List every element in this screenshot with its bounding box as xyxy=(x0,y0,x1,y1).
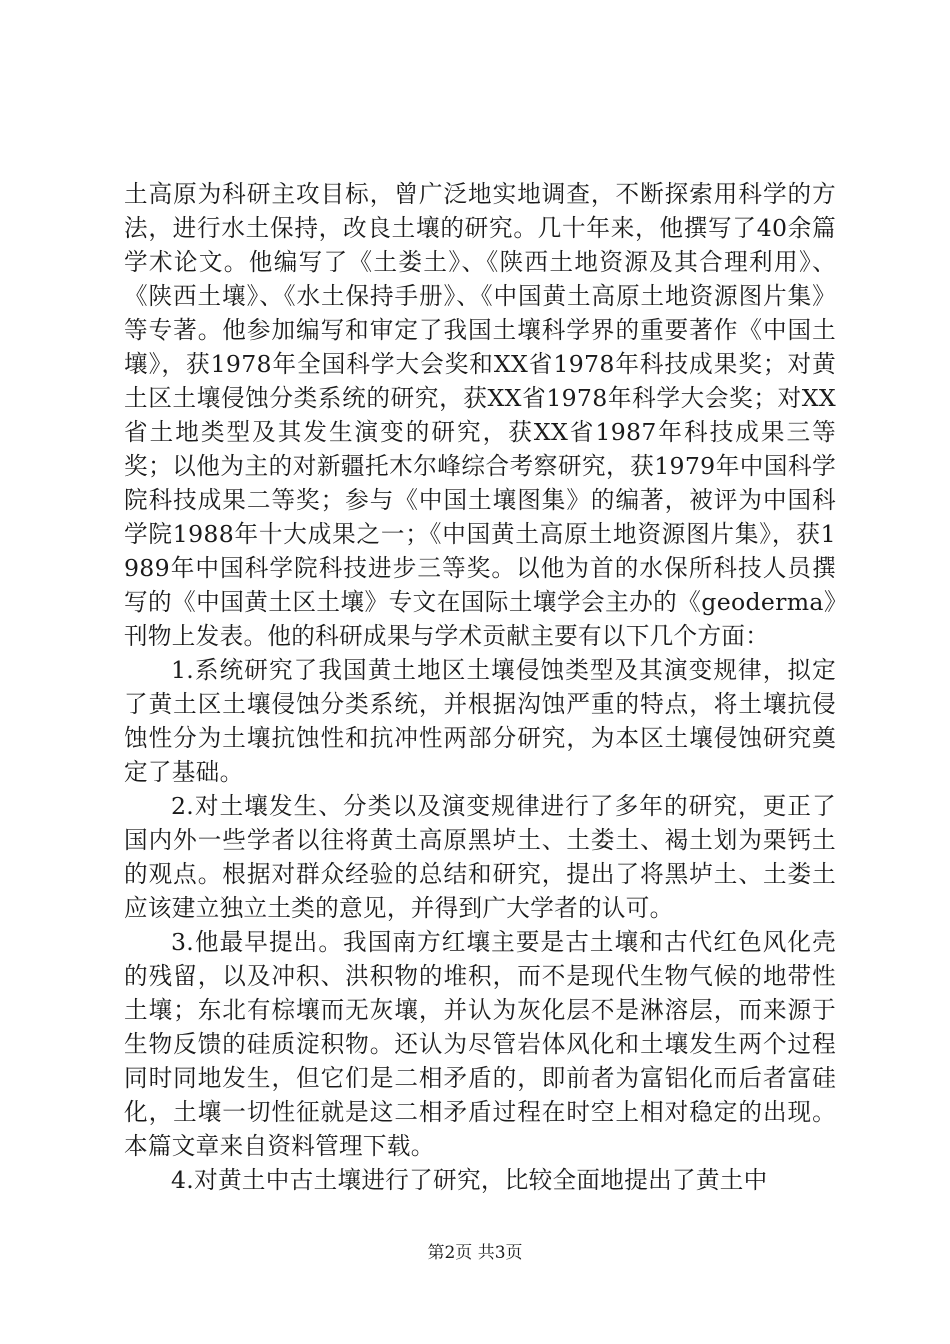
paragraph-point-2: 2.对土壤发生、分类以及演变规律进行了多年的研究，更正了国内外一些学者以往将黄土高原黑垆土、土娄土、褐土划为栗钙土的观点。根据对群众经验的总结和研究，提出了将黑垆土、土娄土应该建立独立土类的意见，并得到广大学者的认可。 xyxy=(124,792,836,922)
paragraph-point-4: 4.对黄土中古土壤进行了研究，比较全面地提出了黄土中 xyxy=(171,1166,768,1194)
paragraph-point-1: 1.系统研究了我国黄土地区土壤侵蚀类型及其演变规律，拟定了黄土区土壤侵蚀分类系统，并根据沟蚀严重的特点，将土壤抗侵蚀性分为土壤抗蚀性和抗冲性两部分研究，为本区土壤侵蚀研究奠定了基础。 xyxy=(124,656,836,786)
article-body xyxy=(124,177,836,1197)
paragraph-intro: 土高原为科研主攻目标，曾广泛地实地调查，不断探索用科学的方法，进行水土保持，改良土壤的研究。几十年来，他撰写了40余篇学术论文。他编写了《土娄土》、《陕西土地资源及其合理利用》、《陕西土壤》、《水土保持手册》、《中国黄土高原土地资源图片集》等专著。他参加编写和审定了我国土壤科学界的重要著作《中国土壤》，获1978年全国科学大会奖和XX省1978年科技成果奖；对黄土区土壤侵蚀分类系统的研究，获XX省1978年科学大会奖；对XX省土地类型及其发生演变的研究，获XX省1987年科技成果三等奖；以他为主的对新疆托木尔峰综合考察研究，获1979年中国科学院科技成果二等奖；参与《中国土壤图集》的编著，被评为中国科学院1988年十大成果之一；《中国黄土高原土地资源图片集》，获1989年中国科学院科技进步三等奖。以他为首的水保所科技人员撰写的《中国黄土区土壤》专文在国际土壤学会主办的《geoderma》刊物上发表。他的科研成果与学术贡献主要有以下几个方面： xyxy=(124,180,836,650)
paragraph-point-3: 3.他最早提出。我国南方红壤主要是古土壤和古代红色风化壳的残留，以及冲积、洪积物的堆积，而不是现代生物气候的地带性土壤；东北有棕壤而无灰壤，并认为灰化层不是淋溶层，而来源于生物反馈的硅质淀积物。还认为尽管岩体风化和土壤发生两个过程同时同地发生，但它们是二相矛盾的，即前者为富铝化而后者富硅化，土壤一切性征就是这二相矛盾过程在时空上相对稳定的出现。本篇文章来自资料管理下载。 xyxy=(124,928,836,1160)
page-number: 第2页 共3页 xyxy=(427,1243,523,1263)
